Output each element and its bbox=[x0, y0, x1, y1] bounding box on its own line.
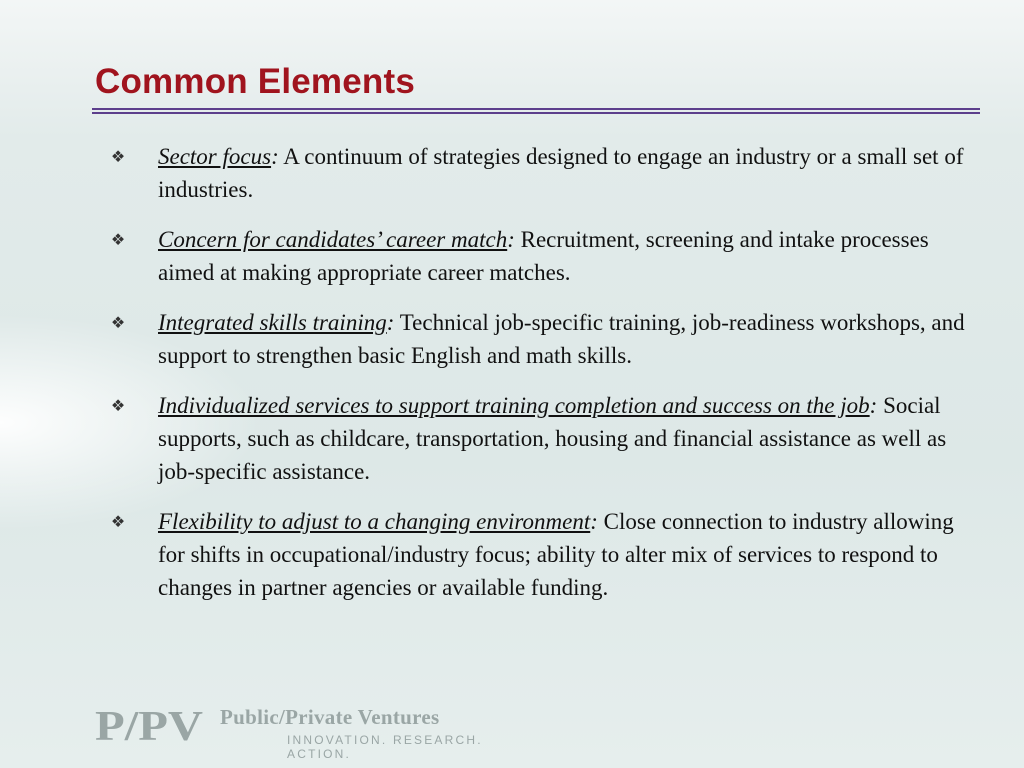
bullet-item bbox=[108, 140, 978, 206]
bullet-item bbox=[108, 306, 978, 372]
bullet-diamond-icon: ❖ bbox=[110, 230, 126, 249]
bullet-text: Recruitment, screening and intake processes aimed at making appropriate career matches. bbox=[158, 227, 929, 285]
bullet-text: Technical job-specific training, job-readiness workshops, and support to strengthen basic English and math skills. bbox=[158, 310, 965, 368]
bullet-term: Flexibility to adjust to a changing environment bbox=[158, 509, 591, 534]
bullet-term: Individualized services to support training completion and success on the job bbox=[158, 393, 870, 418]
bullet-term: Sector focus bbox=[158, 144, 272, 169]
bullet-diamond-icon: ❖ bbox=[110, 512, 126, 531]
slide-title: Common Elements bbox=[95, 62, 415, 101]
bullet-colon: : bbox=[590, 509, 598, 534]
bullet-item bbox=[108, 389, 978, 488]
bullet-text: Close connection to industry allowing for shifts in occupational/industry focus; ability to alter mix of services to respond to changes in partner agencies or available funding. bbox=[158, 509, 954, 600]
title-rule-top bbox=[92, 108, 980, 110]
bullet-colon: : bbox=[507, 227, 515, 252]
bullet-diamond-icon: ❖ bbox=[110, 396, 126, 415]
bullet-term: Concern for candidates’ career match bbox=[158, 227, 508, 252]
bullet-text: A continuum of strategies designed to engage an industry or a small set of industries. bbox=[158, 144, 964, 202]
footer bbox=[95, 700, 545, 761]
bullet-diamond-icon: ❖ bbox=[110, 147, 126, 166]
bullet-term: Integrated skills training bbox=[158, 310, 387, 335]
bullet-diamond-icon: ❖ bbox=[110, 313, 126, 332]
title-rule-bottom bbox=[92, 112, 980, 114]
ppv-logo-icon bbox=[95, 704, 205, 746]
bullet-list bbox=[108, 140, 978, 621]
org-tagline: INNOVATION. RESEARCH. ACTION. bbox=[287, 733, 483, 761]
org-name: Public/Private Ventures bbox=[220, 705, 440, 729]
bullet-colon: : bbox=[869, 393, 878, 418]
bullet-colon: : bbox=[271, 144, 279, 169]
bullet-item bbox=[108, 505, 978, 604]
logo-text: P/PV bbox=[95, 704, 203, 746]
bullet-item bbox=[108, 223, 978, 289]
bullet-text: Social supports, such as childcare, transportation, housing and financial assistance as well as job-specific assistance. bbox=[158, 393, 947, 484]
bullet-colon: : bbox=[386, 310, 395, 335]
